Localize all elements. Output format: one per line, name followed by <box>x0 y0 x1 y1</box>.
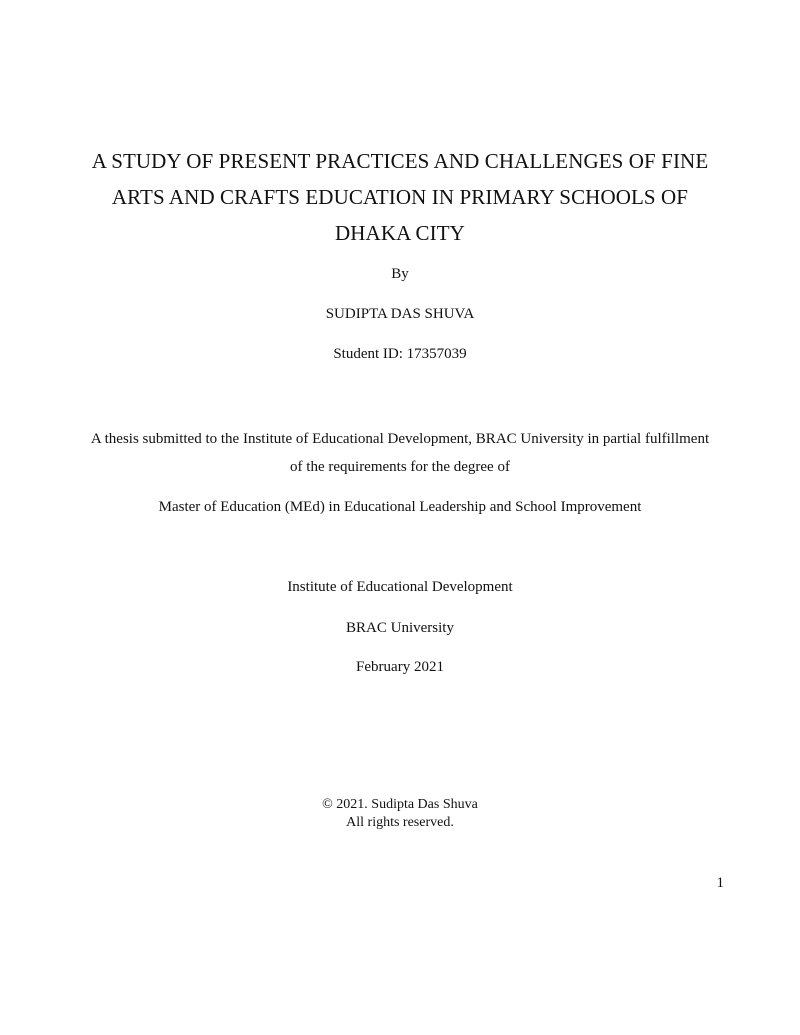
thesis-title <box>60 143 740 251</box>
submission-date: February 2021 <box>356 659 444 675</box>
thesis-statement-line-1: A thesis submitted to the Institute of Educational Development, BRAC University in partial fulfillment <box>90 431 710 447</box>
rights-reserved: All rights reserved. <box>346 815 454 830</box>
degree-name: Master of Education (MEd) in Educational Leadership and School Improvement <box>158 499 642 515</box>
author-name: SUDIPTA DAS SHUVA <box>325 306 475 322</box>
page-number: 1 <box>716 875 724 891</box>
institute-name: Institute of Educational Development <box>287 579 513 595</box>
thesis-title-line-3: DHAKA CITY <box>335 221 465 245</box>
thesis-title-line-1: A STUDY OF PRESENT PRACTICES AND CHALLENGES OF FINE <box>91 149 709 173</box>
student-id: Student ID: 17357039 <box>333 346 467 362</box>
copyright-notice: © 2021. Sudipta Das Shuva <box>322 797 478 812</box>
by-label: By <box>391 266 409 282</box>
thesis-statement-line-2: of the requirements for the degree of <box>290 459 510 475</box>
thesis-title-line-2: ARTS AND CRAFTS EDUCATION IN PRIMARY SCHOOLS OF <box>111 185 689 209</box>
university-name: BRAC University <box>346 620 454 636</box>
